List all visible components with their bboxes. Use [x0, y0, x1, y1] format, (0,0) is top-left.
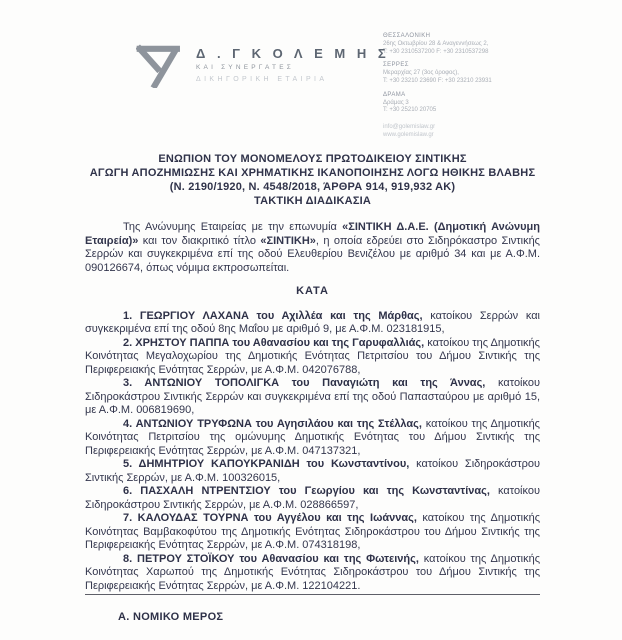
- office-city-label: ΣΕΡΡΕΣ: [383, 62, 409, 69]
- office-phones: T: +30 25210 20705: [383, 107, 437, 114]
- action-type-heading: ΑΓΩΓΗ ΑΠΟΖΗΜΙΩΣΗΣ ΚΑΙ ΧΡΗΜΑΤΙΚΗΣ ΙΚΑΝΟΠΟΙΗΣΗΣ ΛΟΓΩ ΗΘΙΚΗΣ ΒΛΑΒΗΣ: [89, 167, 536, 179]
- letterhead: [0, 0, 622, 150]
- defendants-list: [85, 310, 540, 596]
- procedure-heading: ΤΑΚΤΙΚΗ ΔΙΑΔΙΚΑΣΙΑ: [253, 195, 372, 207]
- office-phones: T: +30 2310537200 F: +30 2310537298: [383, 48, 489, 55]
- firm-text-block: [196, 44, 390, 84]
- office-drama: [383, 92, 558, 115]
- office-serres: [383, 62, 558, 85]
- office-city-label: ΘΕΣΣΑΛΟΝΙΚΗ: [383, 33, 431, 39]
- defendant-item: 7. ΚΑΛΟΥΔΑΣ ΤΟΥΡΝΑ του Αγγέλου και της Ιωάννας, κατοίκου της Δημοτικής Κοινότητας Βαμβακοφύτου της Δημοτικής Ενότητας Σιδηροκάστρου του Δήμου Σιντικής της Περιφερειακής Ενότητας Σερρών, με Α.Φ.Μ. 074318198,: [85, 512, 540, 551]
- firm-subtitle: ΚΑΙ ΣΥΝΕΡΓΑΤΕΣ: [196, 64, 294, 71]
- document-content: [85, 152, 540, 625]
- defendant-item: 6. ΠΑΣΧΑΛΗ ΝΤΡΕΝΤΣΙΟΥ του Γεωργίου και της Κωνσταντίνας, κατοίκου Σιδηροκάστρου Σιντικής Σερρών, με Α.Φ.Μ. 028866597,: [85, 485, 540, 511]
- kata-heading: ΚΑΤΑ: [296, 285, 329, 297]
- firm-name: Δ . Γ Κ Ο Λ Ε Μ Η Σ: [196, 46, 390, 61]
- court-heading: ΕΝΩΠΙΟΝ ΤΟΥ ΜΟΝΟΜΕΛΟΥΣ ΠΡΩΤΟΔΙΚΕΙΟΥ ΣΙΝΤΙΚΗΣ: [158, 153, 467, 165]
- firm-logo-block: [136, 44, 390, 88]
- legal-basis-heading: (Ν. 2190/1920, Ν. 4548/2018, ΆΡΘΡΑ 914, 919,932 ΑΚ): [169, 181, 456, 193]
- contact-info-column: [383, 33, 558, 139]
- firm-logo-icon: [136, 44, 182, 88]
- office-address: Δράμας 3: [383, 99, 409, 106]
- defendant-item: 3. ΑΝΤΩΝΙΟΥ ΤΟΠΟΛΙΓΚΑ του Παναγιώτη και της Άννας, κατοίκου Σιδηροκάστρου Σιντικής Σερρών και συγκεκριμένα επί της οδού Παπασταύρου με αριθμό 15, με Α.Φ.Μ. 006819690,: [85, 377, 540, 416]
- office-address: 26ης Οκτωβρίου 28 & Αναγεννήσεως 2,: [383, 41, 489, 48]
- defendant-item: 2. ΧΡΗΣΤΟΥ ΠΑΠΠΑ του Αθανασίου και της Γαρυφαλλιάς, κατοίκου της Δημοτικής Κοινότητας Μεγαλοχωρίου της Δημοτικής Ενότητας Πετριτσίου του Δήμου Σιντικής της Περιφερειακής Ενότητας Σερρών, με Α.Φ.Μ. 042076788,: [85, 336, 540, 376]
- firm-weblinks: [383, 123, 558, 139]
- firm-tagline: ΔΙΚΗΓΟΡΙΚΗ ΕΤΑΙΡΙΑ: [196, 76, 328, 83]
- office-phones: T: +30 23210 23690 F: +30 23210 23931: [383, 77, 492, 84]
- office-address: Μεραρχίας 27 (3ος όροφος),: [383, 70, 459, 77]
- defendant-item: 4. ΑΝΤΩΝΙΟΥ ΤΡΥΦΩΝΑ του Αγησιλάου και της Στέλλας, κατοίκου της Δημοτικής Κοινότητας Πετριτσίου της ομώνυμης Δημοτικής Ενότητας του Δήμου Σιντικής της Περιφερειακής Ενότητας Σερρών, με Α.Φ.Μ. 047137321,: [85, 417, 540, 457]
- firm-email: info@golemislaw.gr: [383, 123, 436, 130]
- defendant-item: 5. ΔΗΜΗΤΡΙΟΥ ΚΑΠΟΥΚΡΑΝΙΔΗ του Κωνσταντίνου, κατοίκου Σιδηροκάστρου Σιντικής Σερρών, με Α.Φ.Μ. 100326015,: [85, 458, 540, 484]
- defendant-item: 1. ΓΕΩΡΓΙΟΥ ΛΑΧΑΝΑ του Αχιλλέα και της Μάρθας, κατοίκου Σερρών και συγκεκριμένα επί της οδού 8ης Μαΐου με αριθμό 9, με Α.Φ.Μ. 023181915,: [85, 309, 540, 335]
- plaintiff-paragraph: Της Ανώνυμης Εταιρείας με την επωνυμία «ΣΙΝΤΙΚΗ Δ.Α.Ε. (Δημοτική Ανώνυμη Εταιρεία)» και τον διακριτικό τίτλο «ΣΙΝΤΙΚΗ», η οποία εδρεύει στο Σιδηρόκαστρο Σιντικής Σερρών και συγκεκριμένα επί της οδού Ελευθερίου Βενιζέλου με αριθμό 34 και με Α.Φ.Μ. 090126674, όπως νόμιμα εκπροσωπείται.: [85, 221, 540, 274]
- office-city-label: ΔΡΑΜΑ: [383, 91, 406, 98]
- section-heading-legal-part: Α. ΝΟΜΙΚΟ ΜΕΡΟΣ: [118, 611, 224, 623]
- firm-website: www.golemislaw.gr: [383, 131, 434, 138]
- office-thessaloniki: [383, 33, 558, 56]
- document-title-block: [85, 152, 540, 208]
- defendant-item: 8. ΠΕΤΡΟΥ ΣΤΟΪΚΟΥ του Αθανασίου και της Φωτεινής, κατοίκου της Δημοτικής Κοινότητας Χαρωπού της Δημοτικής Ενότητας Σιδηροκάστρου του Δήμου Σιντικής της Περιφερειακής Ενότητας Σερρών, με Α.Φ.Μ. 122104221.: [85, 552, 540, 592]
